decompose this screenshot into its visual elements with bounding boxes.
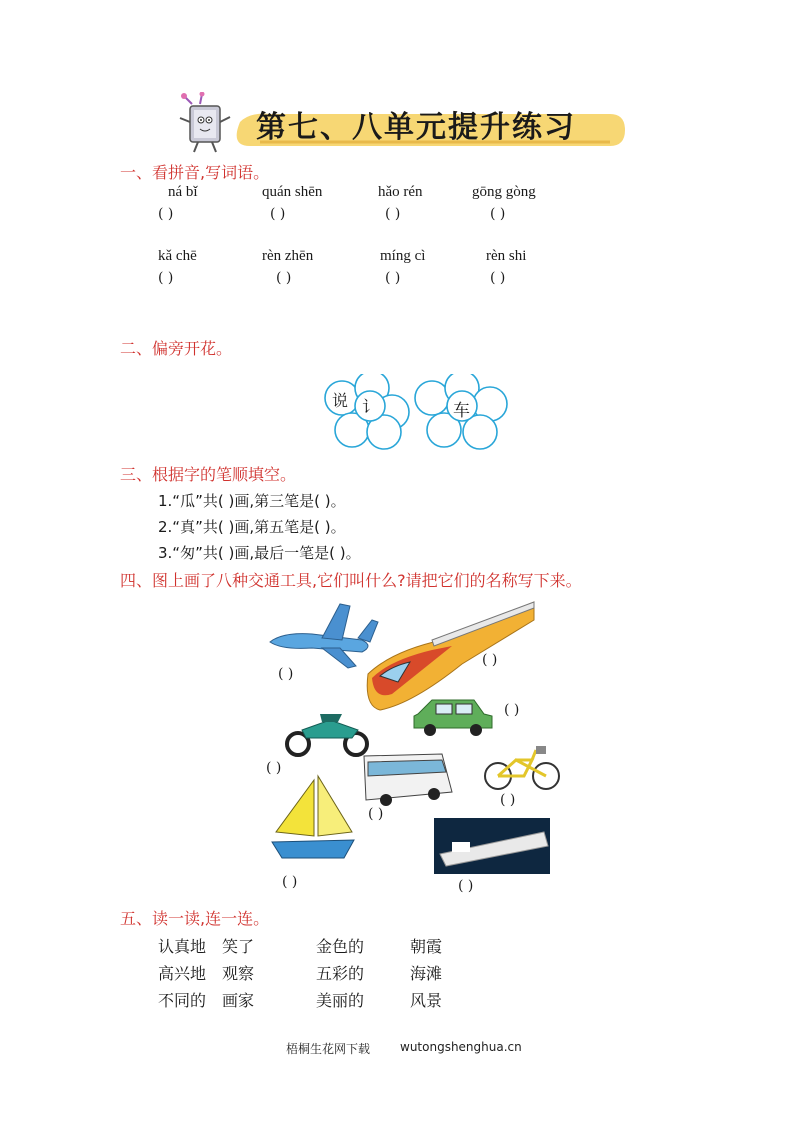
answer-paren-5[interactable]: ( ) — [158, 270, 174, 286]
vehicle-answer-car[interactable]: ( ) — [504, 702, 520, 718]
stroke-question-2: 2.“真”共( )画,第五笔是( )。 — [158, 518, 346, 536]
sailboat-icon — [272, 776, 354, 858]
vehicles-illustration — [262, 596, 562, 896]
match-word[interactable]: 五彩的 — [316, 964, 365, 983]
match-word[interactable]: 朝霞 — [410, 937, 443, 956]
vehicle-answer-train[interactable]: ( ) — [482, 652, 498, 668]
flower-diagram — [322, 374, 512, 454]
match-word[interactable]: 金色的 — [316, 937, 365, 956]
section4-title: 四、图上画了八种交通工具,它们叫什么?请把它们的名称写下来。 — [120, 571, 582, 590]
pinyin-1: ná bǐ — [168, 184, 198, 200]
book-mascot-icon — [180, 92, 230, 152]
pinyin-8: rèn shi — [486, 248, 527, 264]
answer-paren-4[interactable]: ( ) — [490, 206, 506, 222]
car-icon — [414, 700, 492, 736]
footer-url[interactable]: wutongshenghua.cn — [400, 1040, 522, 1054]
stroke-question-1: 1.“瓜”共( )画,第三笔是( )。 — [158, 492, 346, 510]
section2-title: 二、偏旁开花。 — [120, 339, 233, 358]
footer-source: 梧桐生花网下载 — [286, 1042, 371, 1056]
section5-title: 五、读一读,连一连。 — [120, 909, 270, 928]
match-word[interactable]: 不同的 — [158, 991, 207, 1010]
vehicle-answer-motorcycle[interactable]: ( ) — [266, 760, 282, 776]
vehicle-answer-bicycle[interactable]: ( ) — [500, 792, 516, 808]
match-word[interactable]: 认真地 — [158, 937, 207, 956]
answer-paren-6[interactable]: ( ) — [276, 270, 292, 286]
pinyin-7: míng cì — [380, 248, 426, 264]
match-word[interactable]: 风景 — [410, 991, 443, 1010]
bicycle-icon — [485, 746, 559, 789]
section3-title: 三、根据字的笔顺填空。 — [120, 465, 297, 484]
ship-icon — [434, 818, 550, 874]
vehicle-answer-bus[interactable]: ( ) — [368, 806, 384, 822]
airplane-icon — [270, 604, 378, 668]
match-word[interactable]: 画家 — [222, 991, 255, 1010]
flower1-petal-char: 说 — [332, 391, 349, 410]
vehicles-graphic — [262, 596, 562, 896]
vehicle-answer-sailboat[interactable]: ( ) — [282, 874, 298, 890]
vehicle-answer-airplane[interactable]: ( ) — [278, 666, 294, 682]
radical-flowers — [322, 374, 512, 454]
stroke-question-3: 3.“匆”共( )画,最后一笔是( )。 — [158, 544, 361, 562]
bus-icon — [364, 754, 452, 806]
answer-paren-1[interactable]: ( ) — [158, 206, 174, 222]
train-icon — [367, 602, 534, 710]
answer-paren-2[interactable]: ( ) — [270, 206, 286, 222]
pinyin-4: gōng gòng — [472, 184, 536, 200]
answer-paren-7[interactable]: ( ) — [385, 270, 401, 286]
section1-title: 一、看拼音,写词语。 — [120, 163, 270, 182]
header-banner — [170, 92, 630, 154]
flower2-center-char: 车 — [453, 401, 470, 421]
answer-paren-3[interactable]: ( ) — [385, 206, 401, 222]
motorcycle-icon — [287, 714, 367, 755]
page-title: 第七、八单元提升练习 — [256, 110, 576, 145]
match-word[interactable]: 观察 — [222, 964, 255, 983]
pinyin-2: quán shēn — [262, 184, 323, 200]
pinyin-3: hǎo rén — [378, 184, 423, 200]
match-word[interactable]: 笑了 — [222, 937, 255, 956]
match-word[interactable]: 海滩 — [410, 964, 443, 983]
pinyin-5: kǎ chē — [158, 248, 197, 264]
vehicle-answer-ship[interactable]: ( ) — [458, 878, 474, 894]
flower1-center-char: 讠 — [362, 397, 379, 416]
answer-paren-8[interactable]: ( ) — [490, 270, 506, 286]
match-word[interactable]: 高兴地 — [158, 964, 207, 983]
pinyin-6: rèn zhēn — [262, 248, 314, 264]
match-word[interactable]: 美丽的 — [316, 991, 365, 1010]
